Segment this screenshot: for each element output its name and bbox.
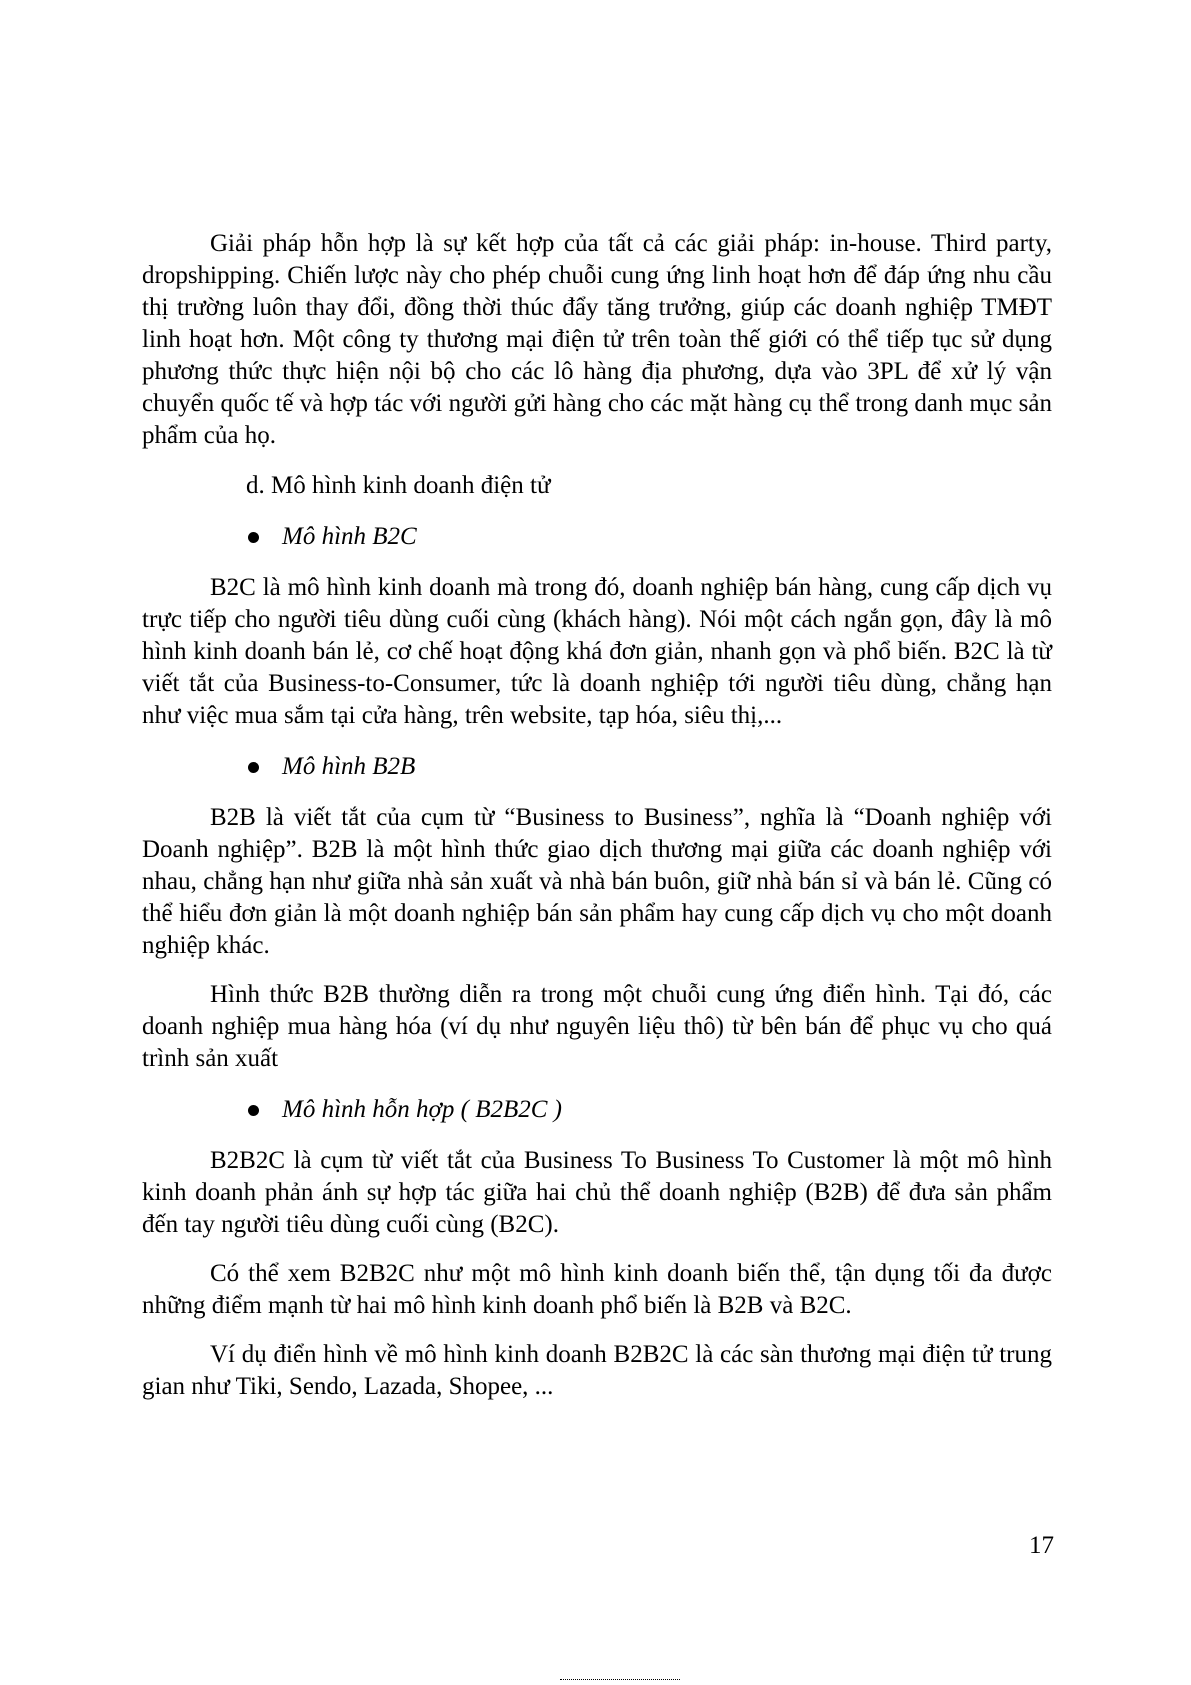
- bullet-heading-b2c-label: Mô hình B2C: [282, 523, 417, 550]
- bullet-icon: [248, 532, 259, 543]
- bullet-heading-b2b2c-label: Mô hình hỗn hợp ( B2B2C ): [282, 1096, 562, 1123]
- paragraph-b2c: B2C là mô hình kinh doanh mà trong đó, doanh nghiệp bán hàng, cung cấp dịch vụ trực tiếp cho người tiêu dùng cuối cùng (khách hàng). Nói một cách ngắn gọn, đây là mô hình kinh doanh bán lẻ, cơ chế hoạt động khá đơn giản, nhanh gọn và phổ biến. B2C là từ viết tắt của Business-to-Consumer, tức là doanh nghiệp tới người tiêu dùng, chẳng hạn như việc mua sắm tại cửa hàng, trên website, tạp hóa, siêu thị,...: [142, 574, 1052, 729]
- page-number: 17: [1029, 1532, 1054, 1559]
- paragraph-hybrid-solution: Giải pháp hỗn hợp là sự kết hợp của tất cả các giải pháp: in-house. Third party, dropshipping. Chiến lược này cho phép chuỗi cung ứng linh hoạt hơn để đáp ứng nhu cầu thị trường luôn thay đổi, đồng thời thúc đẩy tăng trưởng, giúp các doanh nghiệp TMĐT linh hoạt hơn. Một công ty thương mại điện tử trên toàn thế giới có thể tiếp tục sử dụng phương thức thực hiện nội bộ cho các lô hàng địa phương, dựa vào 3PL để xử lý vận chuyển quốc tế và hợp tác với người gửi hàng cho các mặt hàng cụ thể trong danh mục sản phẩm của họ.: [142, 230, 1052, 449]
- bullet-heading-b2c: [142, 521, 1052, 553]
- bullet-heading-b2b2c: [142, 1094, 1052, 1126]
- bullet-icon: [248, 1105, 259, 1116]
- paragraph-b2b-supply-chain: Hình thức B2B thường diễn ra trong một chuỗi cung ứng điển hình. Tại đó, các doanh nghiệp mua hàng hóa (ví dụ như nguyên liệu thô) từ bên bán để phục vụ cho quá trình sản xuất: [142, 981, 1052, 1072]
- page-body: [142, 228, 1052, 1403]
- bullet-heading-b2b: [142, 751, 1052, 783]
- paragraph-b2b2c-variant: Có thể xem B2B2C như một mô hình kinh doanh biến thể, tận dụng tối đa được những điểm mạnh từ hai mô hình kinh doanh phổ biến là B2B và B2C.: [142, 1260, 1052, 1319]
- bullet-icon: [248, 762, 259, 773]
- bullet-heading-b2b-label: Mô hình B2B: [282, 753, 416, 780]
- paragraph-b2b2c-definition: B2B2C là cụm từ viết tắt của Business To Business To Customer là một mô hình kinh doanh phản ánh sự hợp tác giữa hai chủ thể doanh nghiệp (B2B) để đưa sản phẩm đến tay người tiêu dùng cuối cùng (B2C).: [142, 1147, 1052, 1238]
- paragraph-b2b2c-example: Ví dụ điển hình về mô hình kinh doanh B2B2C là các sàn thương mại điện tử trung gian như Tiki, Sendo, Lazada, Shopee, ...: [142, 1341, 1052, 1400]
- bottom-divider: [560, 1679, 680, 1682]
- section-heading: d. Mô hình kinh doanh điện tử: [246, 472, 551, 499]
- paragraph-b2b-definition: B2B là viết tắt của cụm từ “Business to Business”, nghĩa là “Doanh nghiệp với Doanh nghiệp”. B2B là một hình thức giao dịch thương mại giữa các doanh nghiệp với nhau, chẳng hạn như giữa nhà sản xuất và nhà bán buôn, giữ nhà bán sỉ và bán lẻ. Cũng có thể hiểu đơn giản là một doanh nghiệp bán sản phẩm hay cung cấp dịch vụ cho một doanh nghiệp khác.: [142, 804, 1052, 959]
